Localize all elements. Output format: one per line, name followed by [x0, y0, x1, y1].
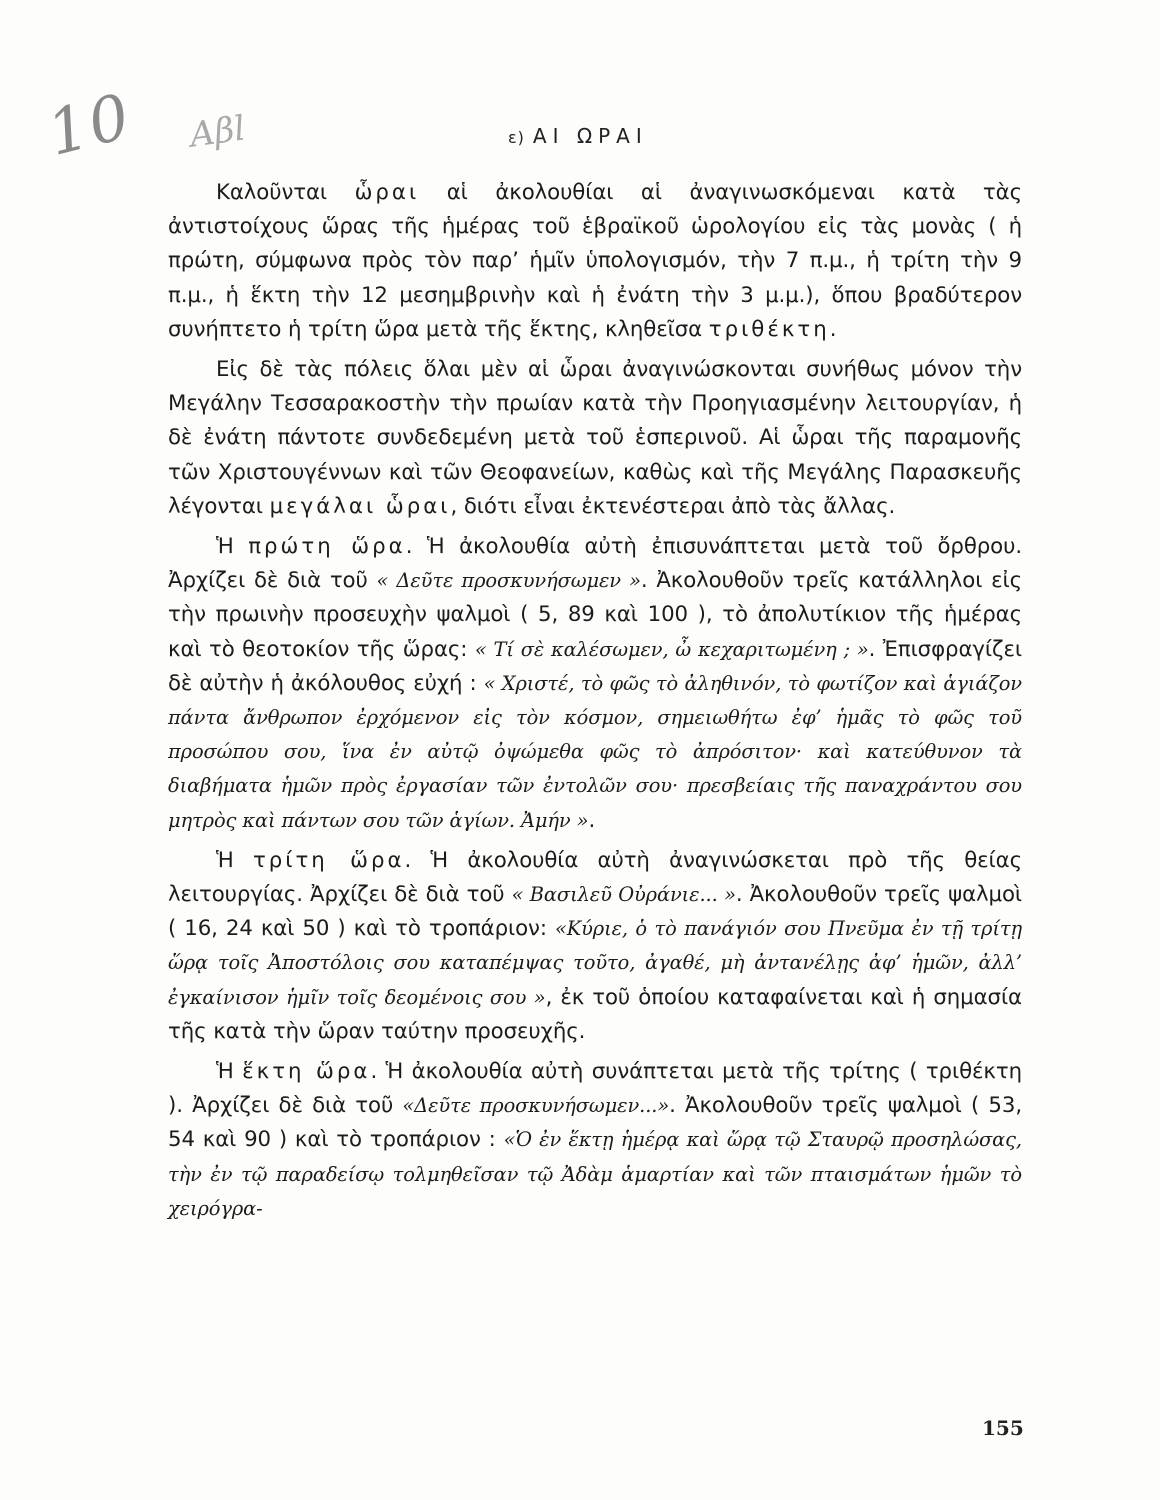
- section-title: ΑΙ ΩΡΑΙ: [532, 124, 648, 148]
- text-run: , διότι εἶναι ἐκτενέστεραι ἀπὸ τὰς ἄλλας.: [450, 493, 896, 519]
- paragraph: [168, 530, 1022, 838]
- spaced-term: τρίτη ὥρα: [252, 847, 405, 873]
- page-number: 155: [982, 1416, 1024, 1440]
- quoted-text: «Ὁ ἐν ἕκτῃ ἡμέρᾳ καὶ ὥρᾳ τῷ Σταυρῷ προσηλώσας, τὴν ἐν τῷ παραδείσῳ τολμηθεῖσαν τῷ Ἀδὰμ ἁμαρτίαν καὶ τῶν πταισμάτων ἡμῶν τὸ χειρόγρα-: [168, 1128, 1022, 1220]
- quoted-text: « Χριστέ, τὸ φῶς τὸ ἀληθινόν, τὸ φωτίζον καὶ ἁγιάζον πάντα ἄνθρωπον ἐρχόμενον εἰς τὸν κόσμον, σημειωθήτω ἐφ’ ἡμᾶς τὸ φῶς τοῦ προσώπου σου, ἵνα ἐν αὐτῷ ὀψώμεθα φῶς τὸ ἀπρόσιτον· καὶ κατεύθυνον τὰ διαβήματα ἡμῶν πρὸς ἐργασίαν τῶν ἐντολῶν σου· πρεσβείαις τῆς παναχράντου σου μητρὸς καὶ πάντων σου τῶν ἁγίων. Ἀμήν »: [168, 671, 1022, 832]
- text-run: .: [588, 807, 596, 833]
- text-run: . Ἐπισφραγίζει δὲ αὐτὴν ἡ ἀκόλουθος εὐχή :: [168, 636, 1022, 696]
- text-run: Ἡ: [216, 534, 249, 560]
- handwritten-pencil-note: Aβl: [187, 108, 248, 156]
- text-run: . Ἡ ἀκολουθία αὐτὴ συνάπτεται μετὰ τῆς τρίτης ( τριθέκτη ). Ἀρχίζει δὲ διὰ τοῦ: [168, 1059, 1022, 1119]
- quoted-text: « Βασιλεῦ Οὐράνιε... »: [511, 883, 736, 907]
- text-run: Ἡ: [216, 847, 253, 873]
- text-run: αἱ ἀκολουθίαι αἱ ἀναγινωσκόμεναι κατὰ τὰς ἀντιστοίχους ὥρας τῆς ἡμέρας τοῦ ἑβραϊκοῦ ὡρολογίου εἰς τὰς μονὰς ( ἡ πρώτη, σύμφωνα πρὸς τὸν παρ’ ἡμῖν ὑπολογισμόν, τὴν 7 π.μ., ἡ τρίτη τὴν 9 π.μ., ἡ ἕκτη τὴν 12 μεσημβρινὴν καὶ ἡ ἐνάτη τὴν 3 μ.μ.), ὅπου βραδύτερον συνήπτετο ἡ τρίτη ὥρα μετὰ τῆς ἕκτης, κληθεῖσα: [168, 180, 1022, 342]
- text-run: . Ἡ ἀκολουθία αὐτὴ ἀναγινώσκεται πρὸ τῆς θείας λειτουργίας. Ἀρχίζει δὲ διὰ τοῦ: [168, 847, 1022, 908]
- spaced-term: ὧραι: [354, 180, 420, 205]
- text-run: . Ἀκολουθοῦν τρεῖς κατάλληλοι εἰς τὴν πρωινὴν προσευχὴν ψαλμοὶ ( 5, 89 καὶ 100 ), τὸ ἀπολυτίκιον τῆς ἡμέρας καὶ τὸ θεοτοκίον τῆς ὥρας:: [168, 568, 1022, 662]
- spaced-term: τριθέκτη: [708, 316, 830, 342]
- body-text: [168, 176, 1022, 1232]
- spaced-term: ἕκτη ὥρα: [242, 1059, 371, 1085]
- text-run: . Ἡ ἀκολουθία αὐτὴ ἐπισυνάπτεται μετὰ τοῦ ὄρθρου. Ἀρχίζει δὲ διὰ τοῦ: [168, 534, 1022, 594]
- paragraph: [168, 844, 1022, 1049]
- quoted-text: «Κύριε, ὁ τὸ πανάγιόν σου Πνεῦμα ἐν τῇ τρίτῃ ὥρᾳ τοῖς Ἀποστόλοις σου καταπέμψας τοῦτο, ἀγαθέ, μὴ ἀντανέλῃς ἀφ’ ἡμῶν, ἀλλ’ ἐγκαίνισον ἡμῖν τοῖς δεομένοις σου »: [168, 917, 1023, 1009]
- paragraph: [168, 176, 1022, 347]
- text-run: .: [829, 316, 837, 342]
- text-run: , ἐκ τοῦ ὁποίου καταφαίνεται καὶ ἡ σημασία τῆς κατὰ τὴν ὥραν ταύτην προσευχῆς.: [168, 984, 1022, 1044]
- text-run: Ἡ: [216, 1059, 243, 1085]
- paragraph: [168, 1055, 1022, 1226]
- paragraph: [168, 353, 1022, 524]
- spaced-term: πρώτη ὥρα: [248, 534, 406, 560]
- spaced-term: μεγάλαι ὧραι: [269, 493, 451, 519]
- handwritten-ink-note: 10: [40, 79, 139, 170]
- quoted-text: «Δεῦτε προσκυνήσωμεν...»: [402, 1094, 670, 1118]
- text-run: . Ἀκολουθοῦν τρεῖς ψαλμοὶ ( 53, 54 καὶ 90 ) καὶ τὸ τροπάριον :: [168, 1093, 1022, 1153]
- text-run: Καλοῦνται: [216, 180, 355, 205]
- section-prefix: ε): [508, 128, 525, 147]
- text-run: Εἰς δὲ τὰς πόλεις ὅλαι μὲν αἱ ὧραι ἀναγινώσκονται συνήθως μόνον τὴν Μεγάλην Τεσσαρακοστὴν τὴν πρωίαν κατὰ τὴν Προηγιασμένην λειτουργίαν, ἡ δὲ ἐνάτη πάντοτε συνδεδεμένη μετὰ τοῦ ἑσπερινοῦ. Αἱ ὧραι τῆς παραμονῆς τῶν Χριστουγέννων καὶ τῶν Θεοφανείων, καθὼς καὶ τῆς Μεγάλης Παρασκευῆς λέγονται: [168, 357, 1022, 519]
- section-heading: [508, 124, 648, 148]
- quoted-text: « Δεῦτε προσκυνήσωμεν »: [376, 569, 641, 593]
- quoted-text: « Τί σὲ καλέσωμεν, ὦ κεχαριτωμένη ; »: [474, 637, 869, 661]
- text-run: . Ἀκολουθοῦν τρεῖς ψαλμοὶ ( 16, 24 καὶ 50 ) καὶ τὸ τροπάριον:: [168, 882, 1023, 942]
